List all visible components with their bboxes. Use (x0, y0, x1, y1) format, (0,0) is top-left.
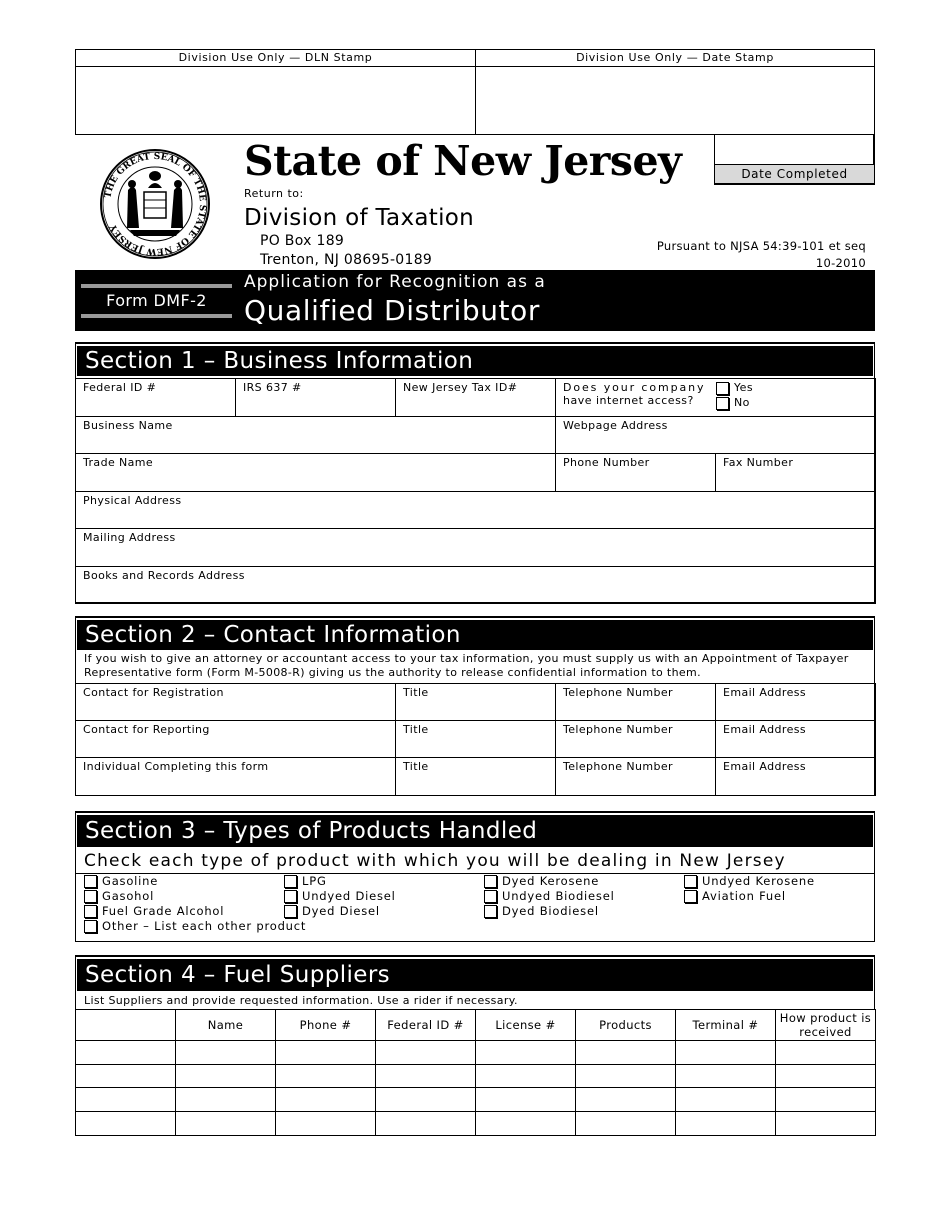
individual-completing-label: Individual Completing this form (83, 760, 269, 773)
products-col-2 (284, 874, 396, 919)
suppliers-table (75, 1009, 876, 1136)
contact-info-table (75, 683, 876, 796)
internet-yes-label: Yes (734, 381, 753, 394)
internet-access-cell (556, 379, 876, 417)
section-2-note: If you wish to give an attorney or accountant access to your tax information, you must supply us with an Appointment of Taxpayer Representative form (Form M-5008-R) giving us the authority to release confidential information to them. (84, 652, 849, 679)
lpg-checkbox[interactable] (284, 875, 297, 888)
internet-question-1: Does your company (563, 381, 706, 394)
suppliers-header-products: Products (576, 1010, 676, 1041)
suppliers-header-row (76, 1010, 876, 1041)
supplier-3-federal-id[interactable] (376, 1088, 476, 1112)
supplier-3-number[interactable] (76, 1088, 176, 1112)
mailing-address-field[interactable] (76, 529, 876, 567)
individual-email-field[interactable] (716, 758, 876, 796)
gasoline-checkbox[interactable] (84, 875, 97, 888)
trade-name-label: Trade Name (83, 456, 154, 469)
city-address: Trenton, NJ 08695-0189 (260, 252, 433, 268)
registration-contact-label: Contact for Registration (83, 686, 224, 699)
form-number: Form DMF-2 (106, 291, 207, 310)
section-2-title: Section 2 – Contact Information (77, 620, 873, 650)
internet-question-2: have internet access? (563, 394, 694, 407)
registration-email-field[interactable] (716, 684, 876, 721)
table-row (76, 1065, 876, 1088)
mailing-address-label: Mailing Address (83, 531, 176, 544)
supplier-2-federal-id[interactable] (376, 1065, 476, 1088)
section-3-title: Section 3 – Types of Products Handled (77, 815, 873, 847)
supplier-1-license[interactable] (476, 1041, 576, 1065)
internet-no-checkbox[interactable] (716, 397, 729, 410)
suppliers-header-federal-id: Federal ID # (376, 1010, 476, 1041)
supplier-1-products[interactable] (576, 1041, 676, 1065)
dln-stamp-label: Division Use Only — DLN Stamp (76, 50, 475, 67)
products-col-1 (84, 874, 306, 934)
internet-no-label: No (734, 396, 750, 409)
aviation-fuel-label: Aviation Fuel (702, 889, 786, 903)
supplier-2-license[interactable] (476, 1065, 576, 1088)
books-records-address-field[interactable] (76, 567, 876, 604)
phone-label: Phone Number (563, 456, 650, 469)
undyed-kerosene-label: Undyed Kerosene (702, 874, 815, 888)
suppliers-header-phone: Phone # (276, 1010, 376, 1041)
registration-title-field[interactable] (396, 684, 556, 721)
gasohol-label: Gasohol (102, 889, 155, 903)
individual-phone-label: Telephone Number (563, 760, 673, 773)
supplier-2-products[interactable] (576, 1065, 676, 1088)
section-1-title: Section 1 – Business Information (77, 346, 873, 376)
reporting-title-field[interactable] (396, 721, 556, 758)
fax-field[interactable] (716, 454, 876, 492)
supplier-4-federal-id[interactable] (376, 1112, 476, 1136)
federal-id-field[interactable] (76, 379, 236, 417)
suppliers-header-terminal: Terminal # (676, 1010, 776, 1041)
undyed-diesel-checkbox[interactable] (284, 890, 297, 903)
federal-id-label: Federal ID # (83, 381, 157, 394)
section-4-title: Section 4 – Fuel Suppliers (77, 959, 873, 991)
other-product-label: Other – List each other product (102, 919, 307, 933)
date-completed-label: Date Completed (715, 165, 874, 185)
undyed-diesel-label: Undyed Diesel (302, 889, 396, 903)
individual-email-label: Email Address (723, 760, 807, 773)
business-name-field[interactable] (76, 417, 556, 454)
dyed-biodiesel-label: Dyed Biodiesel (502, 904, 599, 918)
reporting-phone-field[interactable] (556, 721, 716, 758)
webpage-label: Webpage Address (563, 419, 668, 432)
dyed-biodiesel-checkbox[interactable] (484, 905, 497, 918)
dyed-diesel-label: Dyed Diesel (302, 904, 380, 918)
suppliers-header-license: License # (476, 1010, 576, 1041)
suppliers-header-blank (76, 1010, 176, 1041)
lpg-label: LPG (302, 874, 327, 888)
aviation-fuel-checkbox[interactable] (684, 890, 697, 903)
books-records-label: Books and Records Address (83, 569, 245, 582)
application-title-bar (75, 270, 875, 331)
statute-text: Pursuant to NJSA 54:39-101 et seq (656, 239, 866, 253)
application-line-2: Qualified Distributor (244, 294, 540, 327)
supplier-2-phone[interactable] (276, 1065, 376, 1088)
supplier-1-terminal[interactable] (676, 1041, 776, 1065)
supplier-2-received[interactable] (776, 1065, 876, 1088)
webpage-field[interactable] (556, 417, 876, 454)
internet-yes-checkbox[interactable] (716, 382, 729, 395)
individual-title-field[interactable] (396, 758, 556, 796)
dyed-kerosene-checkbox[interactable] (484, 875, 497, 888)
gasoline-label: Gasoline (102, 874, 159, 888)
irs-637-label: IRS 637 # (243, 381, 302, 394)
supplier-3-products[interactable] (576, 1088, 676, 1112)
supplier-4-terminal[interactable] (676, 1112, 776, 1136)
reporting-contact-field[interactable] (76, 721, 396, 758)
registration-email-label: Email Address (723, 686, 807, 699)
physical-address-label: Physical Address (83, 494, 182, 507)
products-col-4 (684, 874, 815, 904)
supplier-1-federal-id[interactable] (376, 1041, 476, 1065)
fuel-grade-alcohol-label: Fuel Grade Alcohol (102, 904, 225, 918)
undyed-biodiesel-checkbox[interactable] (484, 890, 497, 903)
section-3-subtitle: Check each type of product with which you will be dealing in New Jersey (84, 851, 786, 871)
supplier-3-name[interactable] (176, 1088, 276, 1112)
date-completed-field[interactable] (715, 135, 874, 165)
individual-completing-field[interactable] (76, 758, 396, 796)
registration-title-label: Title (403, 686, 429, 699)
trade-name-field[interactable] (76, 454, 556, 492)
table-row (76, 1041, 876, 1065)
po-box: PO Box 189 (260, 233, 345, 249)
revision-date: 10-2010 (815, 256, 866, 270)
individual-phone-field[interactable] (556, 758, 716, 796)
supplier-1-name[interactable] (176, 1041, 276, 1065)
supplier-1-number[interactable] (76, 1041, 176, 1065)
registration-phone-label: Telephone Number (563, 686, 673, 699)
supplier-1-received[interactable] (776, 1041, 876, 1065)
business-info-table (75, 378, 876, 604)
nj-tax-id-field[interactable] (396, 379, 556, 417)
dyed-diesel-checkbox[interactable] (284, 905, 297, 918)
supplier-3-terminal[interactable] (676, 1088, 776, 1112)
supplier-4-received[interactable] (776, 1112, 876, 1136)
state-title: State of New Jersey (244, 137, 682, 185)
supplier-3-phone[interactable] (276, 1088, 376, 1112)
date-stamp-box (475, 49, 875, 135)
physical-address-field[interactable] (76, 492, 876, 529)
dln-stamp-box (75, 49, 476, 135)
supplier-4-products[interactable] (576, 1112, 676, 1136)
supplier-2-name[interactable] (176, 1065, 276, 1088)
supplier-1-phone[interactable] (276, 1041, 376, 1065)
suppliers-header-name: Name (176, 1010, 276, 1041)
reporting-phone-label: Telephone Number (563, 723, 673, 736)
supplier-4-number[interactable] (76, 1112, 176, 1136)
date-completed-box[interactable] (714, 135, 875, 185)
fuel-grade-alcohol-checkbox[interactable] (84, 905, 97, 918)
supplier-3-license[interactable] (476, 1088, 576, 1112)
division-name: Division of Taxation (244, 205, 475, 231)
individual-title-label: Title (403, 760, 429, 773)
table-row (76, 1088, 876, 1112)
irs-637-field[interactable] (236, 379, 396, 417)
fax-label: Fax Number (723, 456, 794, 469)
return-to-label: Return to: (244, 187, 304, 200)
table-row (76, 1112, 876, 1136)
undyed-kerosene-checkbox[interactable] (684, 875, 697, 888)
supplier-4-license[interactable] (476, 1112, 576, 1136)
business-name-label: Business Name (83, 419, 173, 432)
reporting-email-field[interactable] (716, 721, 876, 758)
state-seal-icon (98, 148, 212, 260)
products-col-3 (484, 874, 615, 919)
reporting-title-label: Title (403, 723, 429, 736)
phone-field[interactable] (556, 454, 716, 492)
supplier-3-received[interactable] (776, 1088, 876, 1112)
date-stamp-label: Division Use Only — Date Stamp (476, 50, 874, 67)
section-4-note: List Suppliers and provide requested information. Use a rider if necessary. (84, 994, 518, 1007)
registration-contact-field[interactable] (76, 684, 396, 721)
nj-tax-id-label: New Jersey Tax ID# (403, 381, 518, 394)
seal-text: THE GREAT SEAL OF THE STATE OF NEW JERSEY (103, 151, 208, 257)
dyed-kerosene-label: Dyed Kerosene (502, 874, 600, 888)
reporting-email-label: Email Address (723, 723, 807, 736)
reporting-contact-label: Contact for Reporting (83, 723, 210, 736)
gasohol-checkbox[interactable] (84, 890, 97, 903)
undyed-biodiesel-label: Undyed Biodiesel (502, 889, 615, 903)
registration-phone-field[interactable] (556, 684, 716, 721)
supplier-2-number[interactable] (76, 1065, 176, 1088)
supplier-2-terminal[interactable] (676, 1065, 776, 1088)
suppliers-header-received: How product is received (776, 1010, 876, 1041)
application-line-1: Application for Recognition as a (244, 272, 546, 292)
other-product-checkbox[interactable] (84, 920, 97, 933)
supplier-4-name[interactable] (176, 1112, 276, 1136)
supplier-4-phone[interactable] (276, 1112, 376, 1136)
